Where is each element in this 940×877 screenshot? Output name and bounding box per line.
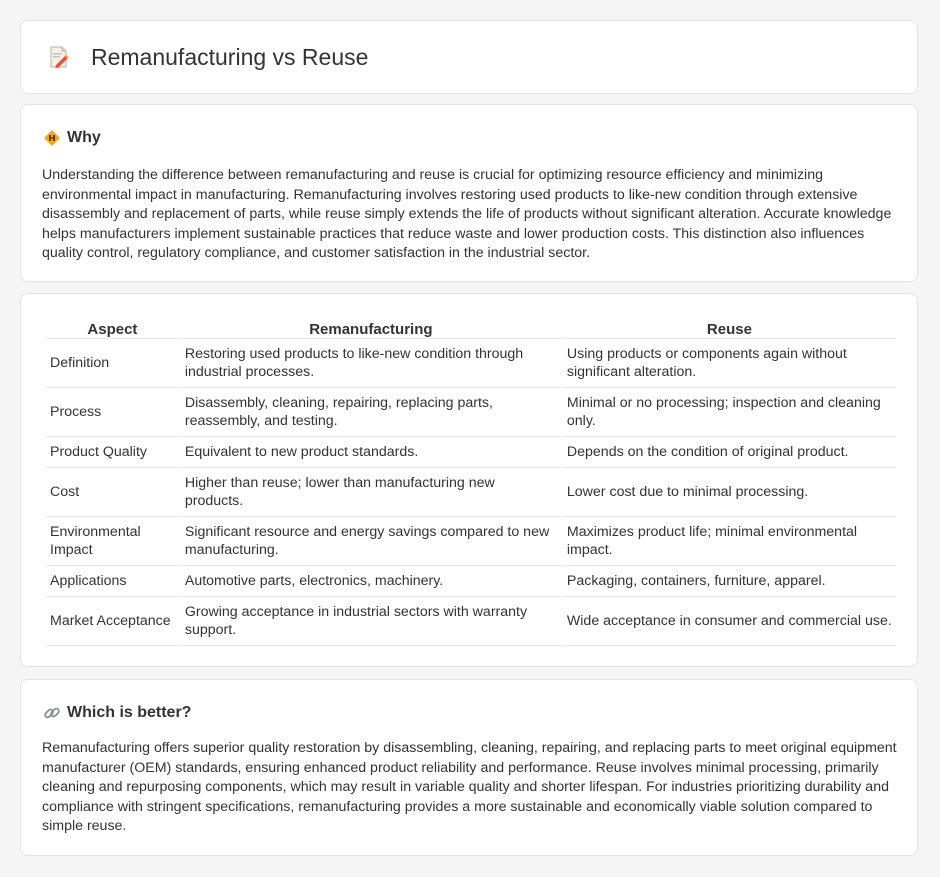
which-is-better-section (20, 679, 918, 856)
table-cell: Automotive parts, electronics, machinery. (181, 566, 561, 597)
table-cell: Applications (46, 566, 179, 597)
table-cell: Maximizes product life; minimal environmental impact. (563, 517, 896, 566)
table-cell: Definition (46, 339, 179, 388)
table-cell: Product Quality (46, 437, 179, 468)
which-is-better-text: Remanufacturing offers superior quality restoration by disassembling, cleaning, repairing, and replacing parts to meet original equipment manufacturer (OEM) standards, ensuring enhanced product reliability and performance. Reuse involves minimal processing, primarily cleaning and repurposing components, which may result in variable quality and shorter lifespan. For industries prioritizing durability and compliance with stringent specifications, remanufacturing provides a more sustainable and economically viable solution compared to simple reuse. (42, 740, 897, 835)
column-header: Aspect (46, 316, 179, 339)
table-cell: Wide acceptance in consumer and commercial use. (563, 597, 896, 646)
table-cell: Disassembly, cleaning, repairing, replacing parts, reassembly, and testing. (181, 388, 561, 437)
table-row (46, 517, 896, 566)
table-cell: Growing acceptance in industrial sectors with warranty support. (181, 597, 561, 646)
table-cell: Equivalent to new product standards. (181, 437, 561, 468)
why-section (20, 104, 918, 282)
table-row (46, 566, 896, 597)
table-row (46, 388, 896, 437)
table-row (46, 597, 896, 646)
which-is-better-title: Which is better? (67, 704, 192, 721)
diamond-warning-icon (43, 129, 61, 147)
table-cell: Significant resource and energy savings compared to new manufacturing. (181, 517, 561, 566)
table-cell: Restoring used products to like-new condition through industrial processes. (181, 339, 561, 388)
comparison-table (44, 316, 898, 646)
link-icon (43, 704, 61, 722)
why-text: Understanding the difference between remanufacturing and reuse is crucial for optimizing resource efficiency and minimizing environmental impact in manufacturing. Remanufacturing involves restoring used products to like-new condition through extensive disassembly and replacement of parts, while reuse simply extends the life of products without significant alteration. Accurate knowledge helps manufacturers implement sustainable practices that reduce waste and lower production costs. This distinction also influences quality control, regulatory compliance, and customer satisfaction in the industrial sector. (42, 167, 892, 262)
page-title: Remanufacturing vs Reuse (91, 43, 369, 70)
document-pencil-icon (47, 45, 71, 69)
table-cell: Market Acceptance (46, 597, 179, 646)
table-header-row (46, 316, 896, 339)
table-cell: Lower cost due to minimal processing. (563, 468, 896, 517)
table-cell: Packaging, containers, furniture, apparel. (563, 566, 896, 597)
comparison-table-card (20, 293, 918, 667)
table-cell: Higher than reuse; lower than manufacturing new products. (181, 468, 561, 517)
table-cell: Cost (46, 468, 179, 517)
table-cell: Depends on the condition of original product. (563, 437, 896, 468)
header-card (20, 20, 918, 94)
table-cell: Minimal or no processing; inspection and cleaning only. (563, 388, 896, 437)
table-cell: Using products or components again without significant alteration. (563, 339, 896, 388)
table-cell: Environmental Impact (46, 517, 179, 566)
table-cell: Process (46, 388, 179, 437)
column-header: Remanufacturing (181, 316, 561, 339)
table-row (46, 339, 896, 388)
table-row (46, 437, 896, 468)
why-title: Why (67, 129, 101, 146)
table-row (46, 468, 896, 517)
column-header: Reuse (563, 316, 896, 339)
